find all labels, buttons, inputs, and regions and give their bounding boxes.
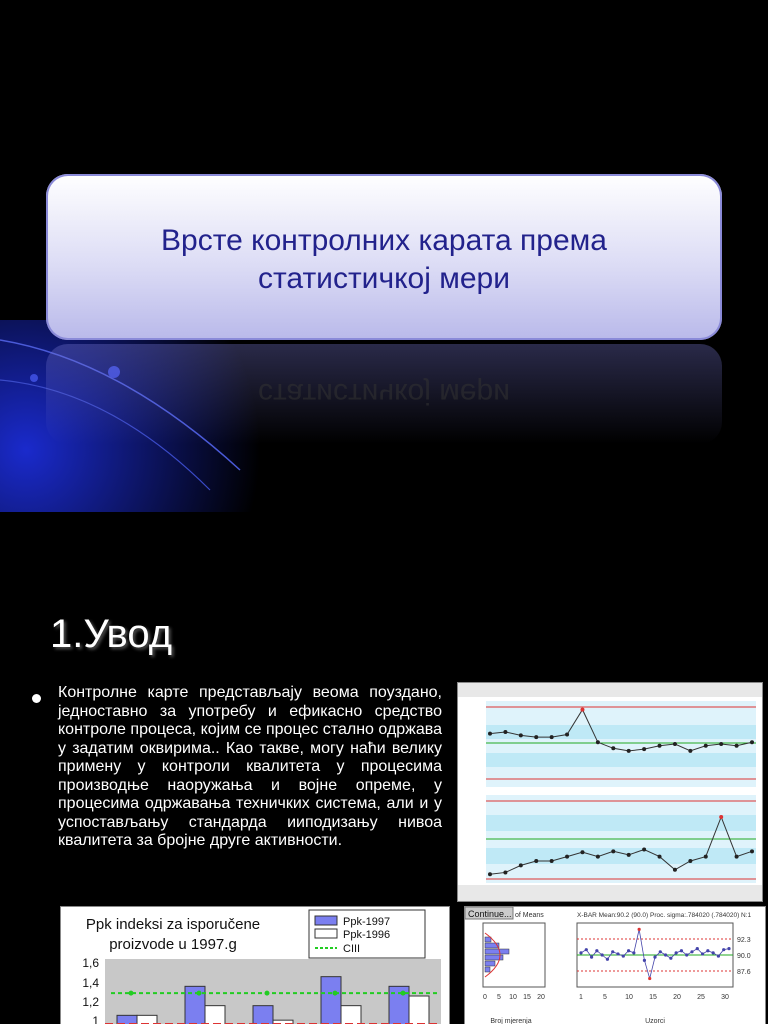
slide-title-text bbox=[46, 222, 722, 298]
control-chart-svg bbox=[458, 683, 762, 901]
xbar-xlabel: Uzorci bbox=[645, 1018, 665, 1024]
data-point bbox=[550, 859, 554, 863]
data-point bbox=[580, 850, 584, 854]
title-box bbox=[46, 174, 722, 340]
xbar-point bbox=[717, 954, 720, 957]
reflection-text: статистичкој мери bbox=[258, 377, 510, 410]
bar-1997 bbox=[389, 986, 409, 1024]
xbar-point bbox=[585, 948, 588, 951]
data-point bbox=[673, 742, 677, 746]
xbar-point bbox=[664, 953, 667, 956]
data-point bbox=[611, 849, 615, 853]
xbar-point bbox=[579, 951, 582, 954]
xbar-point bbox=[648, 977, 651, 980]
xbar-point bbox=[653, 956, 656, 959]
data-point bbox=[735, 744, 739, 748]
y-tick-2: 1,4 bbox=[82, 976, 99, 990]
xbar-point bbox=[712, 951, 715, 954]
data-point bbox=[488, 732, 492, 736]
xbar-point bbox=[669, 957, 672, 960]
y-tick-upper: 92.3 bbox=[737, 937, 751, 944]
bullet-icon bbox=[32, 694, 41, 703]
xbar-point bbox=[627, 949, 630, 952]
chart-title-line-2: proizvode u 1997.g bbox=[109, 936, 237, 953]
xbar-x-tick: 5 bbox=[603, 994, 607, 1001]
data-point bbox=[719, 815, 723, 819]
data-point bbox=[704, 855, 708, 859]
hist-x-tick: 20 bbox=[537, 994, 545, 1001]
of-means-label: of Means bbox=[515, 912, 544, 919]
bar-1997 bbox=[321, 977, 341, 1024]
ciii-point bbox=[197, 991, 202, 996]
data-point bbox=[550, 735, 554, 739]
hist-bar bbox=[485, 961, 495, 966]
data-point bbox=[519, 863, 523, 867]
legend-1997: Ppk-1997 bbox=[343, 916, 391, 928]
legend-swatch-1996 bbox=[315, 929, 337, 938]
data-point bbox=[565, 855, 569, 859]
data-point bbox=[519, 733, 523, 737]
bar-1997 bbox=[253, 1006, 273, 1024]
xbar-point bbox=[595, 949, 598, 952]
legend-1996: Ppk-1996 bbox=[343, 929, 391, 941]
xbar-chart-svg bbox=[465, 907, 765, 1024]
data-point bbox=[750, 849, 754, 853]
y-tick-lower: 87.6 bbox=[737, 969, 751, 976]
xbar-point bbox=[701, 952, 704, 955]
data-point bbox=[627, 749, 631, 753]
bar-1996 bbox=[137, 1015, 157, 1024]
data-point bbox=[673, 868, 677, 872]
ciii-point bbox=[265, 991, 270, 996]
ciii-point bbox=[129, 991, 134, 996]
xbar-point bbox=[706, 949, 709, 952]
xbar-x-tick: 15 bbox=[649, 994, 657, 1001]
title-line-2: статистичкој мери bbox=[258, 262, 510, 295]
legend-ciii: CIII bbox=[343, 943, 361, 955]
bar-1996 bbox=[409, 996, 429, 1024]
xbar-header: X-BAR Mean:90.2 (90.0) Proc. sigma:.784020 (.784020) N:1 bbox=[577, 912, 752, 919]
ppk-bar-chart bbox=[60, 906, 450, 1024]
xbar-point bbox=[601, 953, 604, 956]
continue-button-label: Continue... bbox=[468, 909, 512, 919]
xbar-x-tick: 1 bbox=[579, 994, 583, 1001]
data-point bbox=[488, 872, 492, 876]
title-line-1: Врсте контролних карата према bbox=[161, 224, 607, 257]
data-point bbox=[596, 855, 600, 859]
data-point bbox=[565, 733, 569, 737]
xbar-x-tick: 10 bbox=[625, 994, 633, 1001]
data-point bbox=[611, 746, 615, 750]
bar-1996 bbox=[205, 1006, 225, 1024]
data-point bbox=[642, 747, 646, 751]
ppk-bar-chart-svg bbox=[61, 907, 449, 1024]
xbar-point bbox=[675, 951, 678, 954]
data-point bbox=[580, 708, 584, 712]
xbar-point bbox=[606, 958, 609, 961]
bar-1997 bbox=[185, 986, 205, 1024]
xbar-x-tick: 25 bbox=[697, 994, 705, 1001]
xbar-point bbox=[638, 928, 641, 931]
data-point bbox=[503, 730, 507, 734]
xbar-point bbox=[643, 959, 646, 962]
y-tick-center: 90.0 bbox=[737, 953, 751, 960]
hist-bar bbox=[485, 967, 490, 972]
xbar-point bbox=[680, 949, 683, 952]
legend-swatch-1997 bbox=[315, 916, 337, 925]
data-point bbox=[750, 740, 754, 744]
hist-xlabel: Broj mjerenja bbox=[490, 1018, 532, 1024]
xbar-point bbox=[616, 952, 619, 955]
xbar-point bbox=[632, 951, 635, 954]
control-chart-screenshot bbox=[457, 682, 763, 902]
chart-title-line-1: Ppk indeksi za isporučene bbox=[85, 916, 261, 933]
y-tick-1: 1,6 bbox=[82, 956, 99, 970]
xbar-x-tick: 20 bbox=[673, 994, 681, 1001]
data-point bbox=[658, 744, 662, 748]
title-reflection bbox=[46, 344, 722, 444]
xbar-x-tick: 30 bbox=[721, 994, 729, 1001]
xbar-point bbox=[690, 950, 693, 953]
data-point bbox=[735, 855, 739, 859]
xbar-chart-screenshot bbox=[464, 906, 766, 1024]
xbar-point bbox=[696, 947, 699, 950]
bullet-text: Контролне карте представљају веома поуздано, једноставно за употребу и ефикасно средство контроле процеса, којим се процес стално одржава у задатим оквирима.. Као такве, могу наћи велику примену у контроли квалитета у процесима производње наоружања и војне опреме, у процесима одржавања техничких система, али и у успостављању стандарда ииподизању нивоа квалитета за бројне друге активности. bbox=[58, 684, 442, 849]
slide-intro bbox=[0, 576, 768, 1024]
ciii-point bbox=[401, 991, 406, 996]
hist-x-tick: 5 bbox=[497, 994, 501, 1001]
hist-x-tick: 0 bbox=[483, 994, 487, 1001]
data-point bbox=[642, 848, 646, 852]
xbar-point bbox=[727, 947, 730, 950]
bar-1997 bbox=[117, 1015, 137, 1024]
data-point bbox=[534, 735, 538, 739]
xbar-point bbox=[722, 948, 725, 951]
data-point bbox=[719, 742, 723, 746]
section-heading: 1.Увод bbox=[50, 612, 173, 656]
xbar-point bbox=[611, 950, 614, 953]
xbar-point bbox=[590, 956, 593, 959]
hist-x-tick: 15 bbox=[523, 994, 531, 1001]
xbar-point bbox=[659, 950, 662, 953]
ciii-point bbox=[333, 991, 338, 996]
data-point bbox=[596, 740, 600, 744]
slide-gap bbox=[0, 512, 768, 576]
data-point bbox=[704, 744, 708, 748]
hist-bar bbox=[485, 949, 509, 954]
data-point bbox=[688, 859, 692, 863]
data-point bbox=[688, 749, 692, 753]
data-point bbox=[658, 855, 662, 859]
y-tick-4: 1 bbox=[92, 1014, 99, 1024]
data-point bbox=[503, 870, 507, 874]
data-point bbox=[627, 853, 631, 857]
xbar-point bbox=[622, 954, 625, 957]
y-tick-3: 1,2 bbox=[82, 995, 99, 1009]
data-point bbox=[534, 859, 538, 863]
xbar-point bbox=[685, 953, 688, 956]
bar-1996 bbox=[341, 1006, 361, 1024]
hist-x-tick: 10 bbox=[509, 994, 517, 1001]
